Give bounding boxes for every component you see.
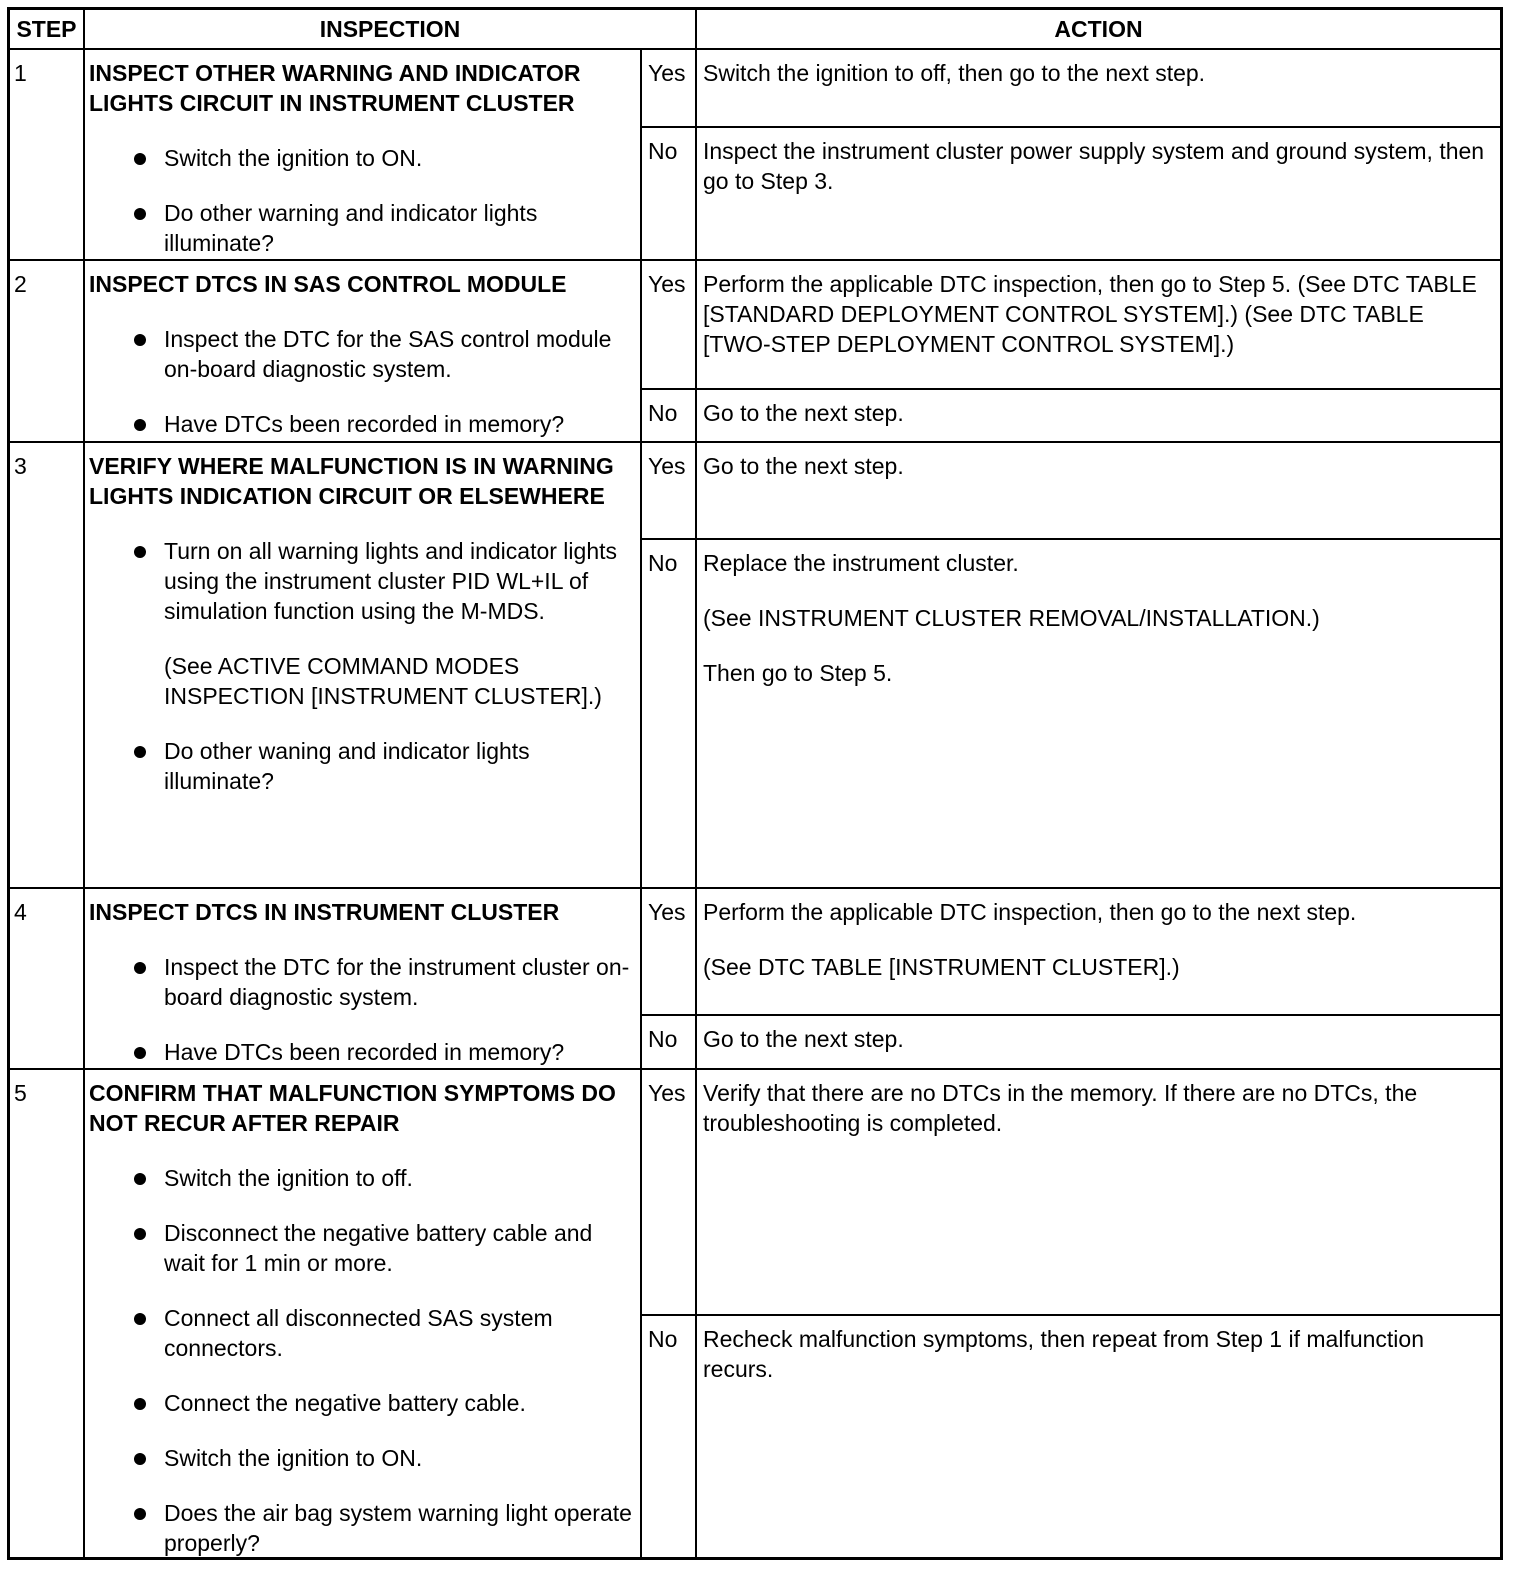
yes-action: Verify that there are no DTCs in the memory. If there are no DTCs, the troubleshooting is completed. xyxy=(703,1080,1418,1136)
troubleshooting-table xyxy=(7,7,1503,1560)
no-label: No xyxy=(648,550,678,576)
bullet-icon xyxy=(134,208,146,220)
bullet-icon xyxy=(134,1508,146,1520)
bullet-icon xyxy=(134,1453,146,1465)
bullet-item: Does the air bag system warning light operate properly? xyxy=(89,1498,632,1558)
inspection-cell xyxy=(85,50,640,258)
bullet-item: Disconnect the negative battery cable and wait for 1 min or more. xyxy=(89,1218,632,1278)
bullet-icon xyxy=(134,153,146,165)
yes-label: Yes xyxy=(648,453,686,479)
inspection-title: INSPECT DTCS IN SAS CONTROL MODULE xyxy=(89,271,567,297)
yes-action: Switch the ignition to off, then go to the next step. xyxy=(703,60,1206,86)
inspection-cell xyxy=(85,1070,640,1558)
step-number: 1 xyxy=(14,60,27,86)
bullet-icon xyxy=(134,1228,146,1240)
header-inspection: INSPECTION xyxy=(319,16,461,42)
yes-action: Perform the applicable DTC inspection, then go to the next step. (See DTC TABLE [INSTRUMENT CLUSTER].) xyxy=(703,899,1357,980)
bullet-item: Connect all disconnected SAS system connectors. xyxy=(89,1303,632,1363)
yes-label: Yes xyxy=(648,271,686,297)
inspection-cell xyxy=(85,443,640,796)
bullet-icon xyxy=(134,1173,146,1185)
bullet-item: Switch the ignition to ON. xyxy=(89,143,632,173)
bullet-item: Turn on all warning lights and indicator lights using the instrument cluster PID WL+IL of simulation function using the M-MDS. xyxy=(89,536,632,626)
no-action: Go to the next step. xyxy=(703,400,904,426)
bullet-item: Switch the ignition to off. xyxy=(89,1163,632,1193)
reference-note: (See ACTIVE COMMAND MODES INSPECTION [INSTRUMENT CLUSTER].) xyxy=(164,653,602,709)
step-number: 4 xyxy=(14,899,27,925)
yes-action: Go to the next step. xyxy=(703,453,904,479)
no-action: Inspect the instrument cluster power supply system and ground system, then go to Step 3. xyxy=(703,138,1485,194)
yes-label: Yes xyxy=(648,60,686,86)
inspection-title: INSPECT DTCS IN INSTRUMENT CLUSTER xyxy=(89,899,560,925)
yes-action: Perform the applicable DTC inspection, then go to Step 5. (See DTC TABLE [STANDARD DEPLOYMENT CONTROL SYSTEM].) (See DTC TABLE [TWO-STEP DEPLOYMENT CONTROL SYSTEM].) xyxy=(703,271,1477,357)
step-number: 3 xyxy=(14,453,27,479)
bullet-icon xyxy=(134,419,146,431)
bullet-item: Have DTCs been recorded in memory? xyxy=(89,1037,632,1067)
bullet-item: Inspect the DTC for the instrument cluster on-board diagnostic system. xyxy=(89,952,632,1012)
inspection-title: CONFIRM THAT MALFUNCTION SYMPTOMS DO NOT RECUR AFTER REPAIR xyxy=(89,1080,616,1136)
no-label: No xyxy=(648,1026,678,1052)
inspection-title: VERIFY WHERE MALFUNCTION IS IN WARNING LIGHTS INDICATION CIRCUIT OR ELSEWHERE xyxy=(89,453,614,509)
bullet-icon xyxy=(134,962,146,974)
bullet-item: Switch the ignition to ON. xyxy=(89,1443,632,1473)
inspection-cell xyxy=(85,889,640,1067)
no-action: Recheck malfunction symptoms, then repeat from Step 1 if malfunction recurs. xyxy=(703,1326,1424,1382)
no-label: No xyxy=(648,138,678,164)
bullet-icon xyxy=(134,546,146,558)
yes-label: Yes xyxy=(648,899,686,925)
header-action: ACTION xyxy=(1054,16,1143,42)
header-step: STEP xyxy=(16,16,77,42)
bullet-item: Do other waning and indicator lights illuminate? xyxy=(89,736,632,796)
no-action: Replace the instrument cluster. (See INSTRUMENT CLUSTER REMOVAL/INSTALLATION.) Then go to Step 5. xyxy=(703,550,1320,686)
bullet-icon xyxy=(134,1313,146,1325)
bullet-item: Do other warning and indicator lights illuminate? xyxy=(89,198,632,258)
bullet-icon xyxy=(134,1047,146,1059)
bullet-item: Inspect the DTC for the SAS control module on-board diagnostic system. xyxy=(89,324,632,384)
no-label: No xyxy=(648,1326,678,1352)
inspection-cell xyxy=(85,261,640,439)
no-label: No xyxy=(648,400,678,426)
bullet-item: Have DTCs been recorded in memory? xyxy=(89,409,632,439)
inspection-title: INSPECT OTHER WARNING AND INDICATOR LIGHTS CIRCUIT IN INSTRUMENT CLUSTER xyxy=(89,60,581,116)
no-action: Go to the next step. xyxy=(703,1026,904,1052)
step-number: 5 xyxy=(14,1080,27,1106)
bullet-icon xyxy=(134,746,146,758)
bullet-icon xyxy=(134,334,146,346)
step-number: 2 xyxy=(14,271,27,297)
bullet-icon xyxy=(134,1398,146,1410)
yes-label: Yes xyxy=(648,1080,686,1106)
bullet-item: Connect the negative battery cable. xyxy=(89,1388,632,1418)
